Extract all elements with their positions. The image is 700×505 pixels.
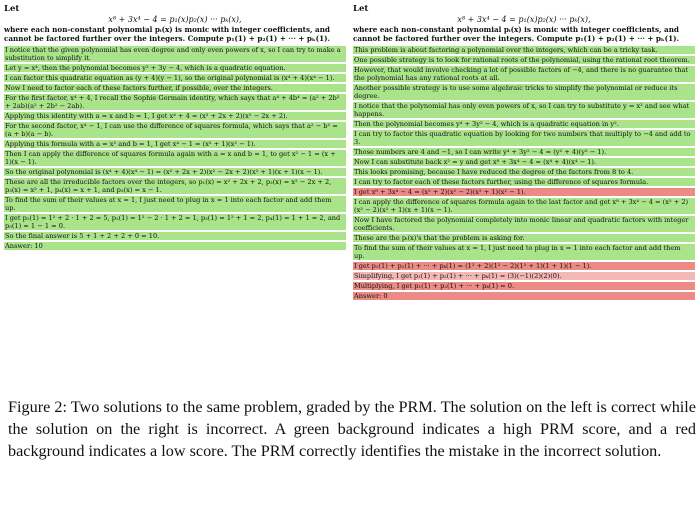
solution-step: Then the polynomial becomes y⁴ + 3y² − 4, which is a quadratic equation in y². — [353, 120, 695, 128]
solution-step: Those numbers are 4 and −1, so I can write y⁴ + 3y² − 4 = (y² + 4)(y² − 1). — [353, 148, 695, 156]
step-list — [353, 46, 695, 300]
solution-step: However, that would involve checking a lot of possible factors of −4, and there is no guarantee that the polynomial has any rational roots at all. — [353, 66, 695, 82]
step-list — [4, 46, 346, 250]
solution-step: I get p₁(1) = 1² + 2 · 1 + 2 = 5, p₂(1) = 1² − 2 · 1 + 2 = 1, p₃(1) = 1² + 1 = 2, p₄(1) = 1 + 1 = 2, and p₅(1) = 1 − 1 = 0. — [4, 214, 346, 230]
solution-step: I notice that the given polynomial has even degree and only even powers of x, so I can try to make a substitution to simplify it. — [4, 46, 346, 62]
solution-step: Another possible strategy is to use some algebraic tricks to simplify the polynomial or reduce its degree. — [353, 84, 695, 100]
solution-step: Then I can apply the difference of squares formula again with a = x and b = 1, to get x² − 1 = (x + 1)(x − 1). — [4, 150, 346, 166]
solution-step: Multiplying, I get p₁(1) + p₂(1) + ··· + pₖ(1) = 0. — [353, 282, 695, 290]
solution-step: Now I can substitute back x² = y and get x⁸ + 3x⁴ − 4 = (x⁴ + 4)(x⁴ − 1). — [353, 158, 695, 166]
solution-step: These are the pᵢ(x)'s that the problem is asking for. — [353, 234, 695, 242]
solution-step: I can factor this quadratic equation as (y + 4)(y − 1), so the original polynomial is (x⁴ + 4)(x⁴ − 1). — [4, 74, 346, 82]
solution-step: To find the sum of their values at x = 1, I just need to plug in x = 1 into each factor and add them up. — [353, 244, 695, 260]
solution-step: Let y = x⁴, then the polynomial becomes y² + 3y − 4, which is a quadratic equation. — [4, 64, 346, 72]
solution-step: Applying this formula with a = x² and b = 1, I get x⁴ − 1 = (x² + 1)(x² − 1). — [4, 140, 346, 148]
solution-step: For the first factor, x⁴ + 4, I recall the Sophie Germain identity, which says that a⁴ + 4b⁴ = (a² + 2b² + 2ab)(a² + 2b² − 2ab). — [4, 94, 346, 110]
solution-step: For the second factor, x⁴ − 1, I can use the difference of squares formula, which says that a² − b² = (a + b)(a − b). — [4, 122, 346, 138]
solution-step: Now I have factored the polynomial completely into monic linear and quadratic factors with integer coefficients. — [353, 216, 695, 232]
solution-step: I get x⁸ + 3x⁴ − 4 = (x² + 2)(x² − 2)(x² + 1)(x² − 1). — [353, 188, 695, 196]
let-label: Let — [4, 4, 20, 14]
problem-equation: x⁸ + 3x⁴ − 4 = p₁(x)p₂(x) ··· pₖ(x), — [457, 15, 591, 24]
problem-equation: x⁸ + 3x⁴ − 4 = p₁(x)p₂(x) ··· pₖ(x), — [108, 15, 242, 24]
solution-step: I get p₁(1) + p₂(1) + ··· + pₖ(1) = (1² + 2)(1² − 2)(1² + 1)(1 + 1)(1 − 1). — [353, 262, 695, 270]
solution-step: Now I need to factor each of these factors further, if possible, over the integers. — [4, 84, 346, 92]
solution-step: This problem is about factoring a polynomial over the integers, which can be a tricky task. — [353, 46, 695, 54]
solution-step: I can try to factor each of these factors further, using the difference of squares formula. — [353, 178, 695, 186]
solution-step: This looks promising, because I have reduced the degree of the factors from 8 to 4. — [353, 168, 695, 176]
problem-statement: where each non-constant polynomial pᵢ(x) is monic with integer coefficients, and cannot be factored further over the integers. Compute p₁(1) + p₂(1) + ··· + pₖ(1). — [353, 25, 679, 43]
solution-step: Answer: 10 — [4, 242, 346, 250]
let-label: Let — [353, 4, 369, 14]
problem-statement: where each non-constant polynomial pᵢ(x) is monic with integer coefficients, and cannot be factored further over the integers. Compute p₁(1) + p₂(1) + ··· + pₖ(1). — [4, 25, 330, 43]
solution-step: To find the sum of their values at x = 1, I just need to plug in x = 1 into each factor and add them up. — [4, 196, 346, 212]
solution-left — [4, 4, 346, 252]
solution-step: Simplifying, I get p₁(1) + p₂(1) + ··· + pₖ(1) = (3)(−1)(2)(2)(0). — [353, 272, 695, 280]
solution-step: I can try to factor this quadratic equation by looking for two numbers that multiply to −4 and add to 3. — [353, 130, 695, 146]
solution-right — [353, 4, 695, 302]
solution-step: One possible strategy is to look for rational roots of the polynomial, using the rational root theorem. — [353, 56, 695, 64]
figure-caption: Figure 2: Two solutions to the same problem, graded by the PRM. The solution on the left is correct while the solution on the right is incorrect. A green background indicates a high PRM score, and a red background indicates a low score. The PRM correctly identifies the mistake in the incorrect solution. — [8, 398, 696, 460]
solution-step: I notice that the polynomial has only even powers of x, so I can try to substitute y = x² and see what happens. — [353, 102, 695, 118]
solution-step: Applying this identity with a = x and b = 1, I get x⁴ + 4 = (x² + 2x + 2)(x² − 2x + 2). — [4, 112, 346, 120]
solution-step: So the original polynomial is (x⁴ + 4)(x⁴ − 1) = (x² + 2x + 2)(x² − 2x + 2)(x² + 1)(x + 1)(x − 1). — [4, 168, 346, 176]
solution-step: I can apply the difference of squares formula again to the last factor and get x⁸ + 3x⁴ − 4 = (x² + 2)(x² − 2)(x² + 1)(x + 1)(x − 1). — [353, 198, 695, 214]
solution-step: These are all the irreducible factors over the integers, so p₁(x) = x² + 2x + 2, p₂(x) = x² − 2x + 2, p₃(x) = x² + 1, p₄(x) = x + 1, and p₅(x) = x − 1. — [4, 178, 346, 194]
solution-step: Answer: 0 — [353, 292, 695, 300]
solution-step: So the final answer is 5 + 1 + 2 + 2 + 0 = 10. — [4, 232, 346, 240]
